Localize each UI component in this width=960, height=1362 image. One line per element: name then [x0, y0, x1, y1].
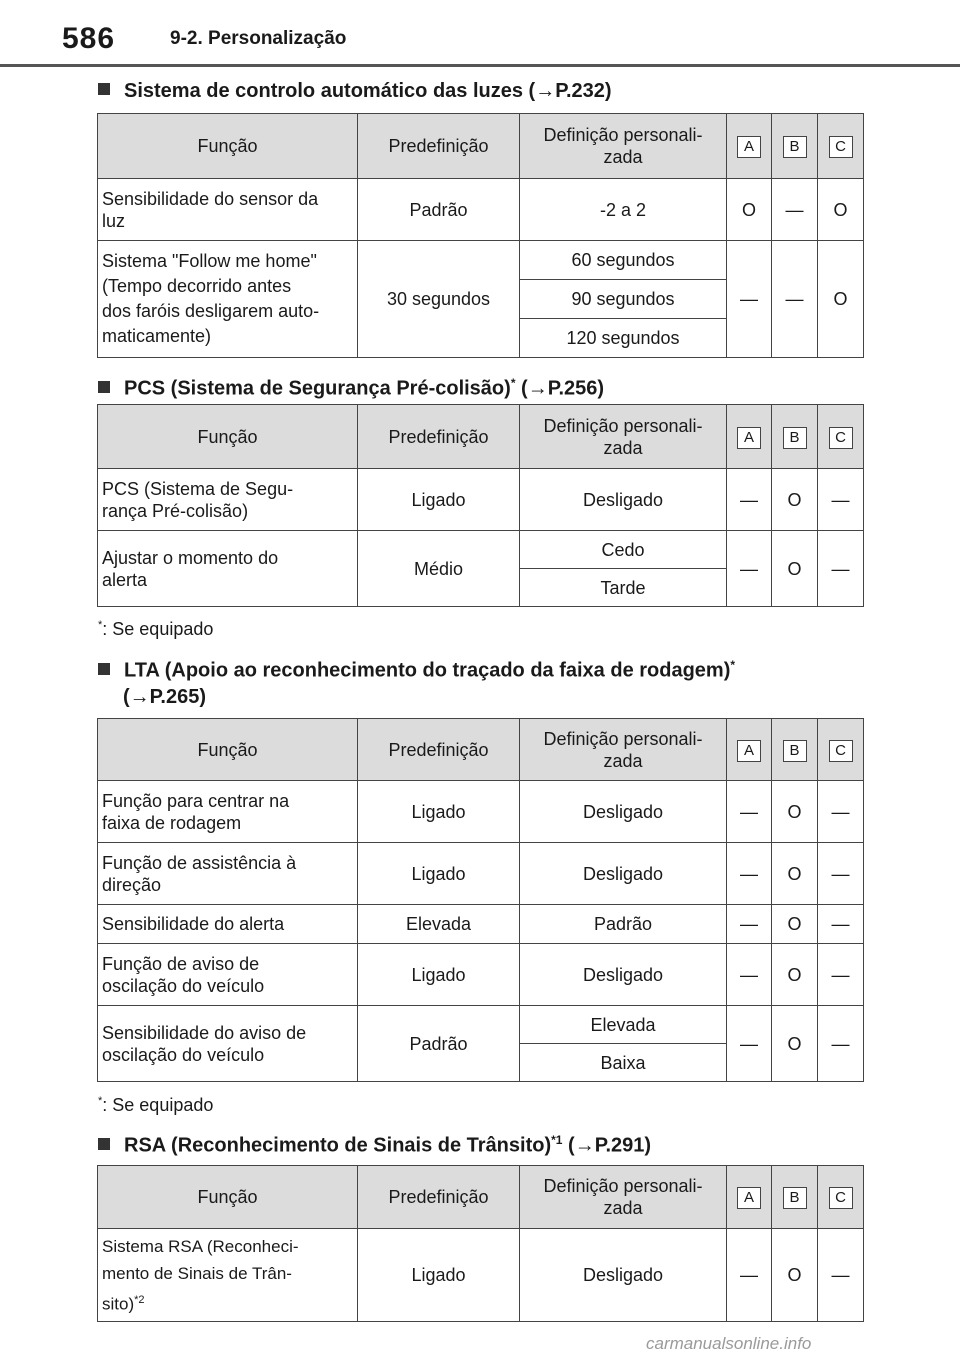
footnote-equipped	[98, 619, 213, 640]
table-header-row	[98, 1166, 864, 1229]
heading-text: Sistema de controlo automático das luzes (→P.232)	[124, 80, 612, 102]
row-c: —	[818, 1006, 864, 1082]
table-row	[98, 905, 864, 944]
table-header-row	[98, 114, 864, 179]
page-reference: (→P.256)	[521, 377, 605, 400]
section-title: 9-2. Personalização	[170, 28, 347, 49]
col-header-c: C	[818, 405, 864, 469]
row-custom-option: 90 segundos	[520, 280, 727, 319]
page-header	[0, 0, 960, 66]
col-header-function: Função	[98, 719, 358, 781]
square-bullet-icon	[98, 1138, 110, 1150]
heading-text: PCS (Sistema de Segurança Pré-colisão)	[124, 377, 511, 400]
row-custom-option: Cedo	[520, 531, 727, 569]
table-row	[98, 1229, 864, 1322]
table-row	[98, 1006, 864, 1044]
row-custom: Desligado	[520, 1229, 727, 1322]
square-bullet-icon	[98, 663, 110, 675]
row-function: Sistema "Follow me home" (Tempo decorrido antes dos faróis desligarem auto- maticamente)	[98, 241, 358, 358]
table-lta	[97, 718, 864, 1082]
col-header-function: Função	[98, 1166, 358, 1229]
table-header-row	[98, 405, 864, 469]
footnote-marker: *	[98, 1095, 103, 1107]
footnote-marker: *1	[551, 1133, 563, 1147]
table-header-row	[98, 719, 864, 781]
footnote-marker: *	[510, 376, 516, 390]
row-b: O	[772, 944, 818, 1006]
row-default: Padrão	[358, 1006, 520, 1082]
row-default: Ligado	[358, 469, 520, 531]
row-function: Função de assistência à direção	[98, 843, 358, 905]
col-header-custom: Definição personali- zada	[520, 719, 727, 781]
footnote-marker: *	[730, 658, 736, 672]
row-a: —	[727, 905, 772, 944]
row-c: —	[818, 531, 864, 607]
row-custom: Desligado	[520, 944, 727, 1006]
section-heading-rsa	[98, 1125, 651, 1161]
row-function: Sensibilidade do alerta	[98, 905, 358, 944]
row-function: Sistema RSA (Reconheci- mento de Sinais de Trân- sito)$^{*2}$	[98, 1229, 358, 1322]
row-b: O	[772, 1006, 818, 1082]
row-b: O	[772, 843, 818, 905]
row-c: —	[818, 843, 864, 905]
row-a: —	[727, 1006, 772, 1082]
heading-text: RSA (Reconhecimento de Sinais de Trânsito)	[124, 1134, 552, 1157]
table-row	[98, 241, 864, 280]
table-row	[98, 843, 864, 905]
row-default: Ligado	[358, 944, 520, 1006]
row-default: Médio	[358, 531, 520, 607]
row-custom: Padrão	[520, 905, 727, 944]
row-a: —	[727, 944, 772, 1006]
square-bullet-icon	[98, 83, 110, 95]
row-c: —	[818, 905, 864, 944]
row-a: —	[727, 1229, 772, 1322]
col-header-c: C	[818, 719, 864, 781]
row-custom-option: Baixa	[520, 1044, 727, 1082]
col-header-b: B	[772, 114, 818, 179]
section-heading-pcs	[98, 368, 604, 404]
col-header-a: A	[727, 1166, 772, 1229]
col-header-a: A	[727, 405, 772, 469]
row-c: —	[818, 944, 864, 1006]
col-header-function: Função	[98, 114, 358, 179]
row-b: —	[772, 179, 818, 241]
row-a: —	[727, 469, 772, 531]
footnote-text: : Se equipado	[102, 1095, 214, 1115]
row-a: O	[727, 179, 772, 241]
row-function: Sensibilidade do aviso de oscilação do veículo	[98, 1006, 358, 1082]
col-header-c: C	[818, 1166, 864, 1229]
table-row	[98, 531, 864, 569]
row-custom: -2 a 2	[520, 179, 727, 241]
page-reference: (→P.265)	[123, 686, 207, 708]
row-b: O	[772, 469, 818, 531]
row-c: —	[818, 1229, 864, 1322]
table-pcs	[97, 404, 864, 607]
col-header-default: Predefinição	[358, 1166, 520, 1229]
row-a: —	[727, 531, 772, 607]
row-custom: Desligado	[520, 469, 727, 531]
row-c: O	[818, 241, 864, 358]
section-heading-lta	[98, 650, 735, 686]
row-default: 30 segundos	[358, 241, 520, 358]
header-divider	[0, 64, 960, 67]
row-function: Ajustar o momento do alerta	[98, 531, 358, 607]
row-c: —	[818, 781, 864, 843]
row-c: O	[818, 179, 864, 241]
heading-text: LTA (Apoio ao reconhecimento do traçado da faixa de rodagem)	[124, 659, 731, 682]
row-function: Função de aviso de oscilação do veículo	[98, 944, 358, 1006]
row-b: —	[772, 241, 818, 358]
row-b: O	[772, 531, 818, 607]
col-header-default: Predefinição	[358, 405, 520, 469]
row-default: Ligado	[358, 781, 520, 843]
footnote-equipped	[98, 1095, 213, 1116]
table-row	[98, 469, 864, 531]
table-row	[98, 179, 864, 241]
row-default: Ligado	[358, 843, 520, 905]
row-a: —	[727, 781, 772, 843]
table-row	[98, 781, 864, 843]
col-header-b: B	[772, 405, 818, 469]
col-header-b: B	[772, 719, 818, 781]
col-header-custom: Definição personali- zada	[520, 405, 727, 469]
row-custom-option: 120 segundos	[520, 319, 727, 358]
row-custom: Desligado	[520, 781, 727, 843]
col-header-default: Predefinição	[358, 114, 520, 179]
col-header-custom: Definição personali- zada	[520, 114, 727, 179]
col-header-default: Predefinição	[358, 719, 520, 781]
row-default: Padrão	[358, 179, 520, 241]
col-header-a: A	[727, 719, 772, 781]
row-custom: Desligado	[520, 843, 727, 905]
page-reference: (→P.291)	[568, 1134, 652, 1157]
row-default: Ligado	[358, 1229, 520, 1322]
row-function: Função para centrar na faixa de rodagem	[98, 781, 358, 843]
col-header-a: A	[727, 114, 772, 179]
table-rsa	[97, 1165, 864, 1322]
col-header-b: B	[772, 1166, 818, 1229]
row-default: Elevada	[358, 905, 520, 944]
row-b: O	[772, 1229, 818, 1322]
row-function: PCS (Sistema de Segu- rança Pré-colisão)	[98, 469, 358, 531]
row-c: —	[818, 469, 864, 531]
row-function: Sensibilidade do sensor da luz	[98, 179, 358, 241]
row-custom-option: Tarde	[520, 569, 727, 607]
col-header-custom: Definição personali- zada	[520, 1166, 727, 1229]
col-header-c: C	[818, 114, 864, 179]
table-auto-lights	[97, 113, 864, 358]
footnote-marker: *	[98, 619, 103, 631]
table-row	[98, 944, 864, 1006]
row-b: O	[772, 905, 818, 944]
section-heading-lights	[98, 76, 612, 106]
row-b: O	[772, 781, 818, 843]
row-custom-option: Elevada	[520, 1006, 727, 1044]
page-number: 586	[62, 22, 116, 55]
square-bullet-icon	[98, 381, 110, 393]
watermark: carmanualsonline.info	[646, 1334, 812, 1353]
footnote-text: : Se equipado	[102, 619, 214, 639]
row-a: —	[727, 241, 772, 358]
row-a: —	[727, 843, 772, 905]
col-header-function: Função	[98, 405, 358, 469]
row-custom-option: 60 segundos	[520, 241, 727, 280]
